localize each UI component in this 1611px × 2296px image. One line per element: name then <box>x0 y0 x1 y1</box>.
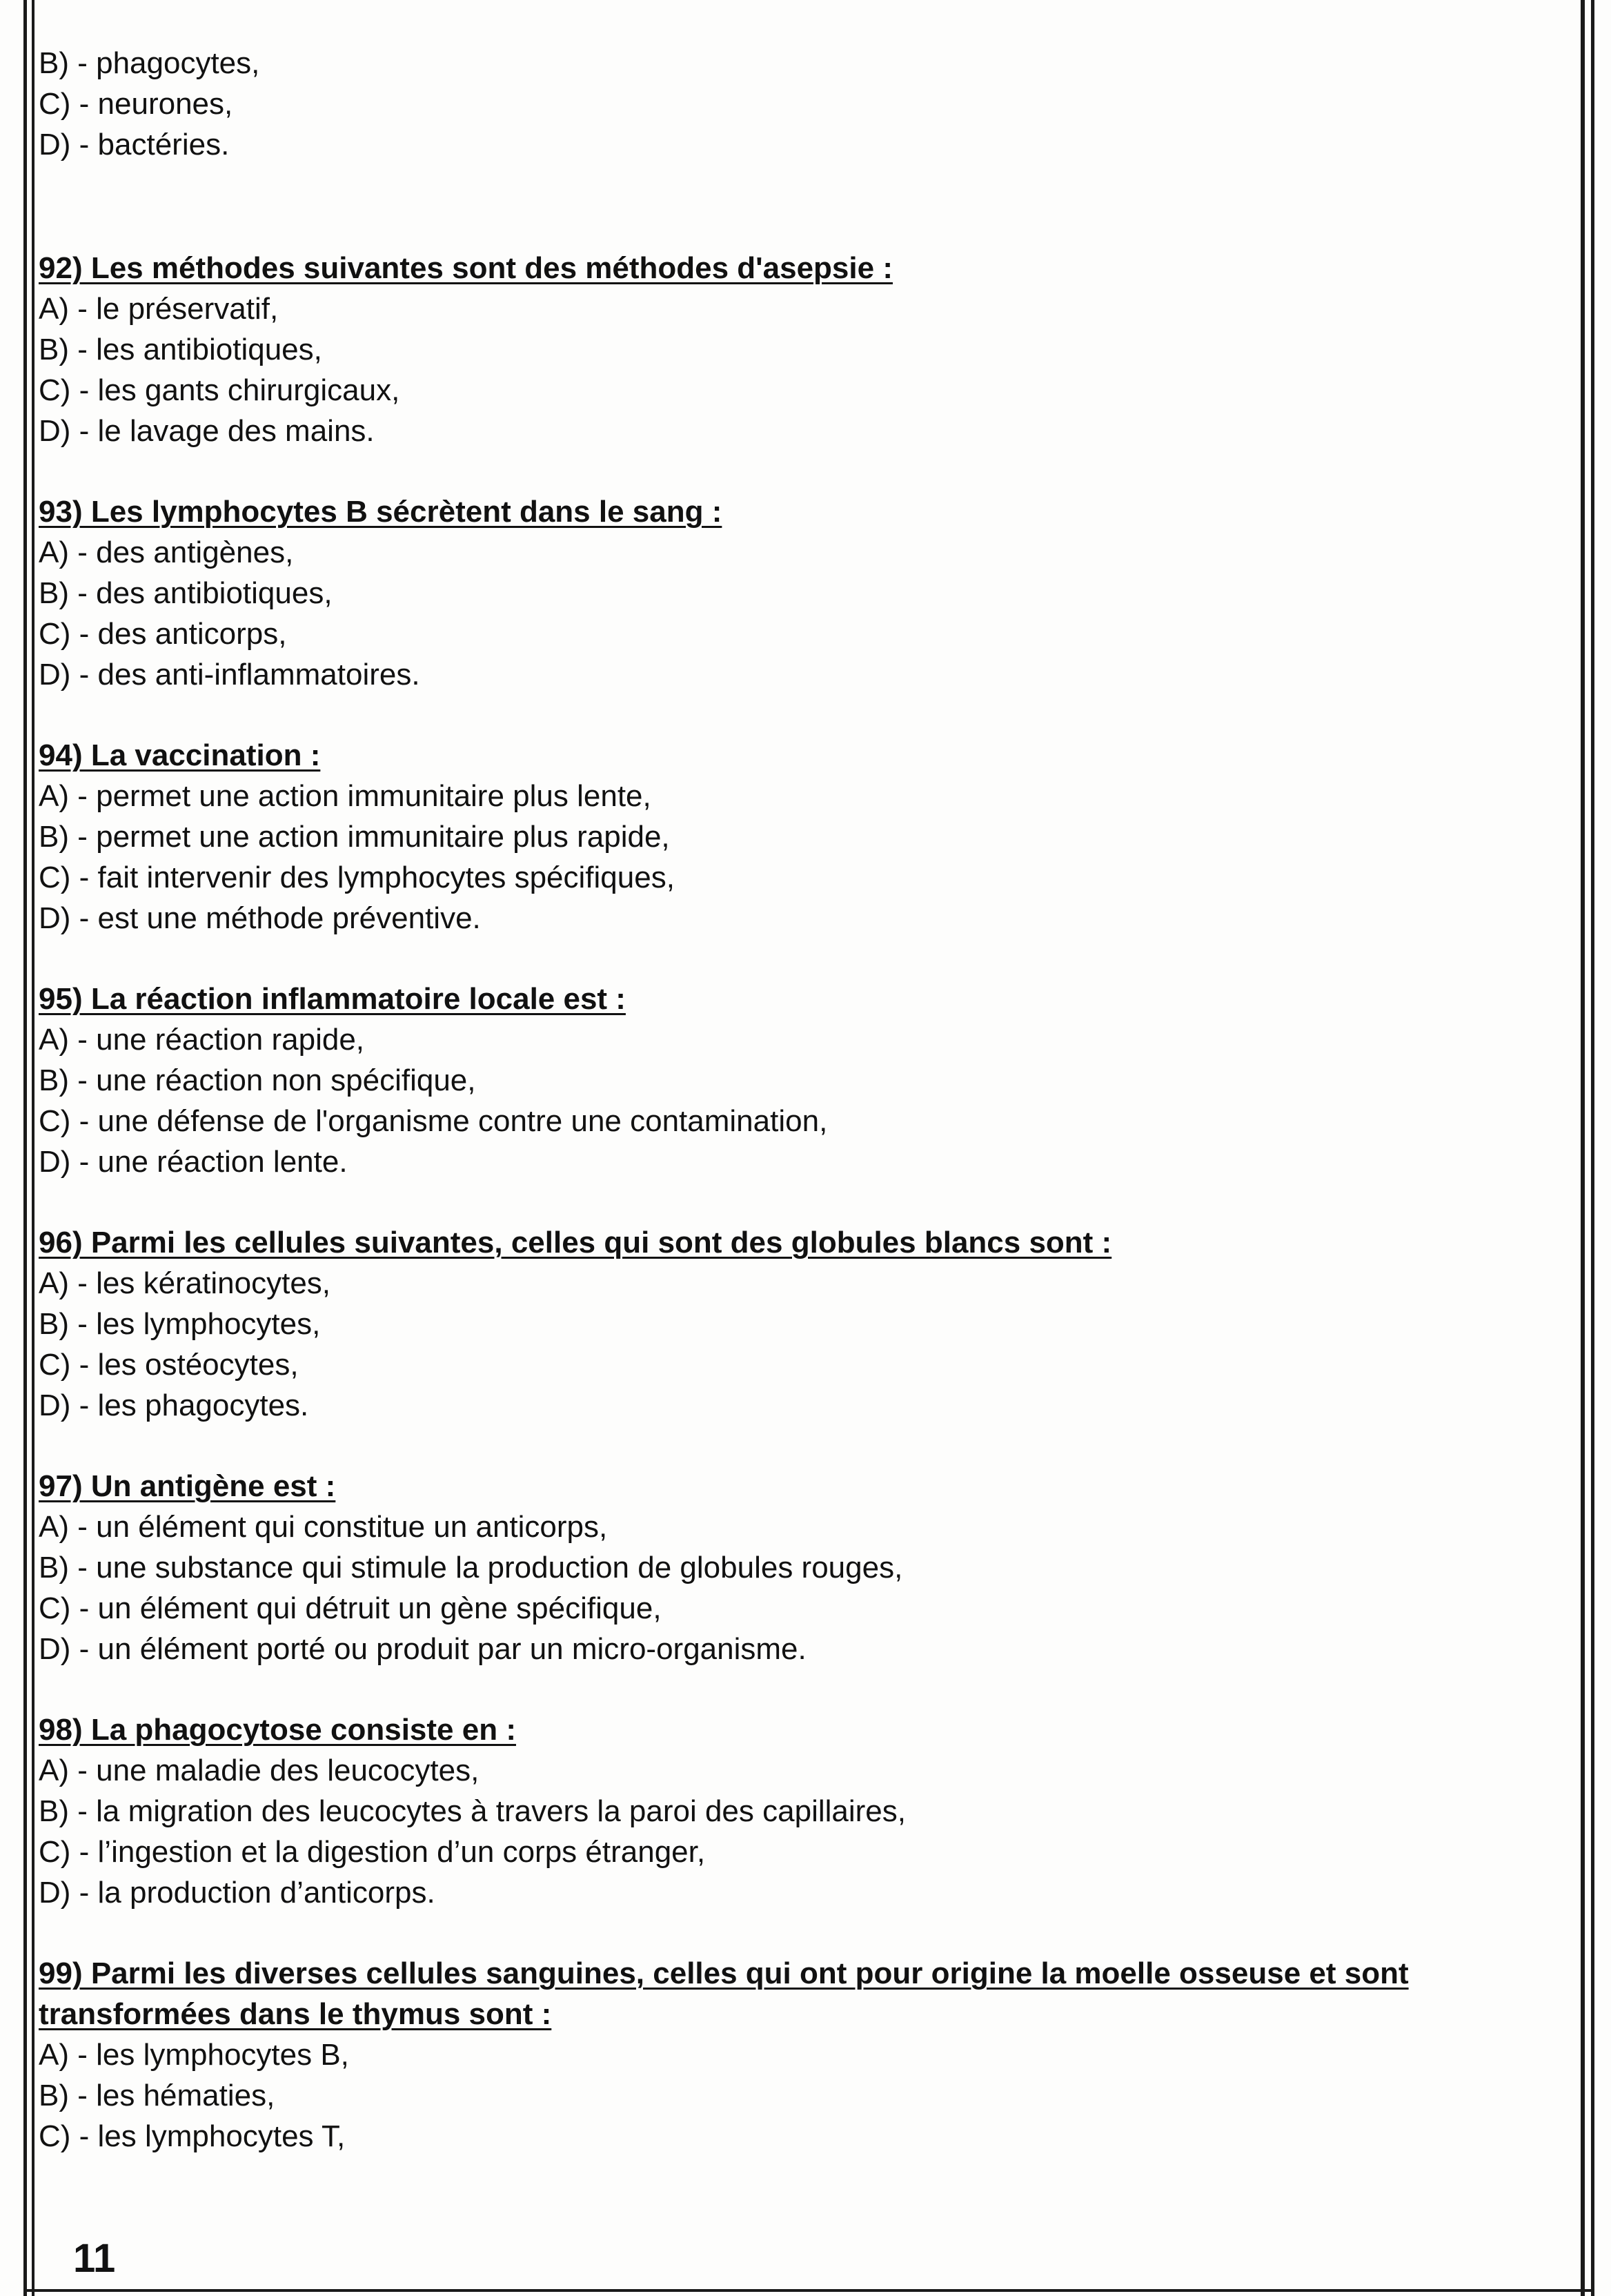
option-line: D) - une réaction lente. <box>39 1145 348 1179</box>
option-line: C) - les ostéocytes, <box>39 1348 299 1382</box>
option-line: C) - fait intervenir des lymphocytes spécifiques, <box>39 861 675 894</box>
question-title: 92) Les méthodes suivantes sont des méthodes d'asepsie : <box>39 251 893 285</box>
question-97 <box>39 1466 1556 1669</box>
right-border-line-outer <box>1591 0 1594 2296</box>
option-line: A) - les kératinocytes, <box>39 1266 331 1300</box>
option-line: B) - une substance qui stimule la production de globules rouges, <box>39 1551 903 1584</box>
question-93 <box>39 491 1556 695</box>
question-99 <box>39 1953 1556 2157</box>
question-title: 93) Les lymphocytes B sécrètent dans le sang : <box>39 495 722 529</box>
option-line: D) - un élément porté ou produit par un micro-organisme. <box>39 1632 807 1666</box>
option-line: A) - les lymphocytes B, <box>39 2038 349 2072</box>
option-line: B) - les antibiotiques, <box>39 333 322 366</box>
question-94 <box>39 735 1556 939</box>
option-line: A) - une réaction rapide, <box>39 1023 365 1057</box>
left-border-line-outer <box>23 0 27 2296</box>
option-line: D) - bactéries. <box>39 128 230 161</box>
question-title: 95) La réaction inflammatoire locale est : <box>39 982 626 1016</box>
option-line: A) - le préservatif, <box>39 292 279 326</box>
question-title: 96) Parmi les cellules suivantes, celles qui sont des globules blancs sont : <box>39 1226 1112 1259</box>
left-border-line-inner <box>32 0 34 2296</box>
option-line: B) - phagocytes, <box>39 46 260 80</box>
question-96 <box>39 1222 1556 1426</box>
option-line: D) - des anti-inflammatoires. <box>39 658 420 691</box>
bottom-border-line <box>23 2289 1594 2292</box>
option-line: C) - un élément qui détruit un gène spécifique, <box>39 1591 662 1625</box>
option-line: B) - les lymphocytes, <box>39 1307 321 1341</box>
question-title: 94) La vaccination : <box>39 738 321 772</box>
option-line: D) - est une méthode préventive. <box>39 901 481 935</box>
question-92 <box>39 248 1556 451</box>
question-title: 98) La phagocytose consiste en : <box>39 1713 516 1747</box>
option-line: C) - l’ingestion et la digestion d’un corps étranger, <box>39 1835 706 1869</box>
question-title-line-1: 99) Parmi les diverses cellules sanguines, celles qui ont pour origine la moelle osseuse et sont <box>39 1956 1409 1990</box>
option-line: C) - des anticorps, <box>39 617 287 651</box>
option-line: C) - une défense de l'organisme contre une contamination, <box>39 1104 828 1138</box>
option-line: B) - une réaction non spécifique, <box>39 1063 476 1097</box>
option-line: C) - les lymphocytes T, <box>39 2119 346 2153</box>
question-95 <box>39 979 1556 1182</box>
option-line: B) - des antibiotiques, <box>39 576 333 610</box>
option-line: A) - un élément qui constitue un anticorps, <box>39 1510 608 1544</box>
option-line: B) - permet une action immunitaire plus rapide, <box>39 820 670 854</box>
option-line: D) - la production d’anticorps. <box>39 1876 435 1910</box>
option-line: A) - une maladie des leucocytes, <box>39 1754 480 1787</box>
option-line: B) - les hématies, <box>39 2079 275 2112</box>
continued-options <box>39 43 1556 165</box>
question-title: 97) Un antigène est : <box>39 1469 336 1503</box>
option-line: C) - neurones, <box>39 87 233 121</box>
option-line: C) - les gants chirurgicaux, <box>39 373 400 407</box>
option-line: A) - des antigènes, <box>39 536 294 569</box>
questions-content <box>39 43 1556 2157</box>
question-98 <box>39 1709 1556 1913</box>
option-line: D) - les phagocytes. <box>39 1389 309 1422</box>
right-border-line-inner <box>1581 0 1585 2296</box>
question-title-line-2: transformées dans le thymus sont : <box>39 1997 552 2031</box>
page-number: 11 <box>73 2236 116 2281</box>
option-line: D) - le lavage des mains. <box>39 414 375 448</box>
option-line: B) - la migration des leucocytes à travers la paroi des capillaires, <box>39 1794 906 1828</box>
option-line: A) - permet une action immunitaire plus lente, <box>39 779 651 813</box>
